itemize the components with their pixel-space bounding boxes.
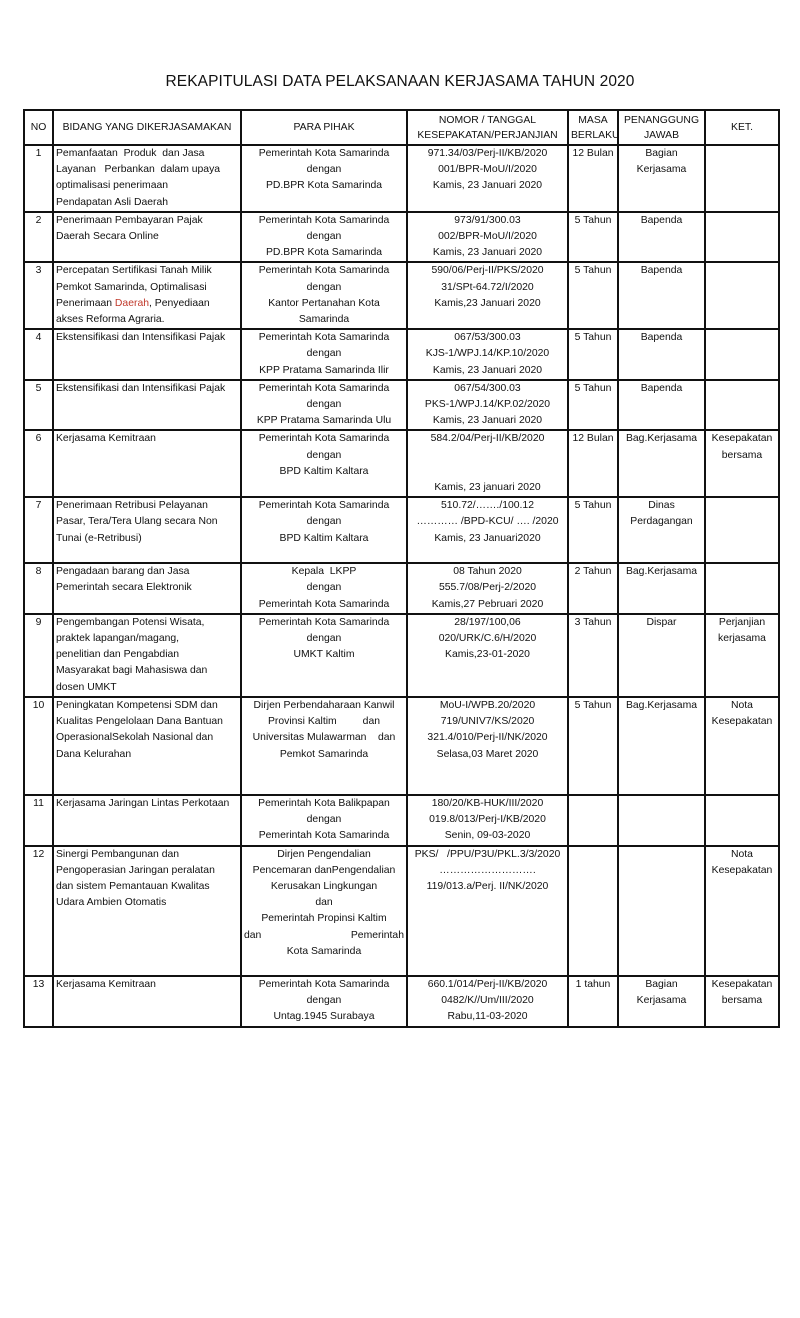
cell-penanggung-jawab [618, 380, 705, 431]
nomor-line: 510.72/……./100.12 [440, 500, 534, 512]
pihak-line: KPP Pratama Samarinda Ilir [259, 364, 389, 376]
pihak-line: Kepala LKPP [291, 566, 357, 578]
nomor-line: 067/53/300.03 [454, 332, 521, 344]
header-ket: KET. [705, 110, 779, 145]
cell-masa-berlaku: 5 Tahun [568, 497, 618, 563]
pj-line: Dinas [648, 500, 675, 512]
bidang-line: akses Reforma Agraria. [56, 314, 165, 326]
pihak-text: dan [244, 929, 262, 941]
cell-penanggung-jawab [618, 329, 705, 380]
bidang-line: optimalisasi penerimaan [56, 180, 169, 192]
cell-penanggung-jawab [618, 145, 705, 212]
cell-ket [705, 795, 779, 846]
nomor-line: 0482/K//Um/III/2020 [441, 994, 534, 1006]
table-row [24, 380, 779, 431]
table-row [24, 430, 779, 497]
cell-para-pihak [241, 212, 407, 263]
table-row [24, 262, 779, 329]
cell-no: 2 [24, 212, 53, 263]
table-row [24, 145, 779, 212]
header-no: NO [24, 110, 53, 145]
bidang-line: Pengadaan barang dan Jasa [56, 566, 190, 578]
ket-line: kerjasama [718, 633, 766, 645]
table-row [24, 697, 779, 795]
cell-no: 1 [24, 145, 53, 212]
cell-ket [705, 497, 779, 563]
bidang-text: Penerimaan [56, 297, 115, 309]
nomor-line: PKS/ /PPU/P3U/PKL.3/3/2020 [414, 848, 561, 860]
nomor-line: Kamis, 23 Januari 2020 [432, 364, 543, 376]
pihak-line: UMKT Kaltim [293, 649, 355, 661]
bidang-line: Percepatan Sertifikasi Tanah Milik [56, 265, 212, 277]
nomor-line: Kamis,23 Januari 2020 [434, 297, 541, 309]
bidang-line: Penerimaan Retribusi Pelayanan [56, 500, 208, 512]
bidang-line: Kerjasama Kemitraan [56, 433, 156, 445]
pihak-line: Pemerintah Kota Samarinda [258, 598, 390, 610]
cell-ket [705, 563, 779, 614]
bidang-line: Pemkot Samarinda, Optimalisasi [56, 281, 207, 293]
cell-nomor-tanggal [407, 795, 568, 846]
ket-line: Kesepakatan [711, 716, 773, 728]
cell-no: 10 [24, 697, 53, 795]
cell-no: 6 [24, 430, 53, 497]
bidang-line: OperasionalSekolah Nasional dan [56, 732, 214, 744]
pihak-text: Pemerintah [350, 929, 404, 941]
pihak-line: Untag.1945 Surabaya [273, 1010, 375, 1022]
bidang-line: Pengoperasian Jaringan peralatan [56, 864, 215, 876]
nomor-line: Kamis, 23 januari 2020 [434, 482, 541, 494]
cell-para-pihak [241, 430, 407, 497]
cell-bidang [53, 614, 241, 697]
cell-para-pihak [241, 497, 407, 563]
pihak-line: Pemerintah Kota Samarinda [258, 382, 390, 394]
cell-nomor-tanggal [407, 697, 568, 795]
pj-line: Bagian [645, 148, 678, 159]
header-nomor-line-1: NOMOR / TANGGAL [438, 114, 537, 126]
pihak-line: BPD Kaltim Kaltara [279, 465, 369, 477]
cell-no: 8 [24, 563, 53, 614]
cell-para-pihak [241, 380, 407, 431]
nomor-line: 971.34/03/Perj-II/KB/2020 [427, 148, 548, 159]
cell-nomor-tanggal [407, 145, 568, 212]
pihak-line: dengan [306, 516, 342, 528]
cell-nomor-tanggal [407, 497, 568, 563]
cell-no: 11 [24, 795, 53, 846]
nomor-line: 321.4/010/Perj-II/NK/2020 [427, 732, 548, 744]
cell-bidang [53, 497, 241, 563]
cell-para-pihak [241, 795, 407, 846]
pj-line: Bapenda [640, 265, 683, 277]
cell-para-pihak [241, 614, 407, 697]
cell-para-pihak [241, 563, 407, 614]
ket-line: Kesepakatan [711, 433, 773, 445]
bidang-line: Pasar, Tera/Tera Ulang secara Non [56, 516, 218, 528]
bidang-line: Sinergi Pembangunan dan [56, 848, 180, 860]
cell-nomor-tanggal [407, 563, 568, 614]
ket-line: Nota [731, 848, 753, 860]
cell-para-pihak [241, 976, 407, 1027]
cell-nomor-tanggal [407, 262, 568, 329]
pihak-line: Pemerintah Kota Samarinda [258, 214, 390, 226]
pihak-line: Pemerintah Kota Balikpapan [258, 797, 390, 809]
pihak-line: Samarinda [298, 314, 350, 326]
bidang-line: Ekstensifikasi dan Intensifikasi Pajak [56, 332, 226, 344]
pihak-line: Dirjen Perbendaharaan Kanwil [253, 699, 395, 711]
pihak-line: Kerusakan Lingkungan [270, 880, 378, 892]
bidang-highlight-text: Daerah [114, 297, 150, 309]
nomor-line: 08 Tahun 2020 [453, 566, 522, 578]
header-para-pihak: PARA PIHAK [241, 110, 407, 145]
nomor-line: Kamis, 23 Januari 2020 [432, 180, 543, 192]
cell-ket [705, 614, 779, 697]
cell-para-pihak [241, 329, 407, 380]
nomor-line: Kamis, 23 Januari 2020 [432, 247, 543, 259]
cell-ket [705, 329, 779, 380]
nomor-line: 002/BPR-MoU/I/2020 [438, 231, 537, 243]
cell-penanggung-jawab [618, 976, 705, 1027]
nomor-line: 719/UNIV7/KS/2020 [440, 716, 535, 728]
cell-penanggung-jawab [618, 212, 705, 263]
cell-ket [705, 380, 779, 431]
pihak-line: Pemerintah Propinsi Kaltim [261, 913, 387, 925]
cell-no: 9 [24, 614, 53, 697]
pihak-line: Pemerintah Kota Samarinda [258, 978, 390, 990]
nomor-line: Rabu,11-03-2020 [447, 1010, 528, 1022]
bidang-line: Kerjasama Kemitraan [56, 978, 156, 990]
bidang-line: Udara Ambien Otomatis [56, 897, 167, 909]
header-penanggung-jawab [618, 110, 705, 145]
pihak-line: Pemerintah Kota Samarinda [258, 148, 390, 159]
bidang-line: Kualitas Pengelolaan Dana Bantuan [56, 716, 223, 728]
cell-masa-berlaku [568, 795, 618, 846]
pihak-line: Pemerintah Kota Samarinda [258, 332, 390, 344]
pihak-line: dengan [306, 633, 342, 645]
cell-masa-berlaku: 12 Bulan [568, 145, 618, 212]
pihak-line [244, 928, 404, 944]
pj-line: Dispar [646, 616, 677, 628]
header-pj-line-2: JAWAB [643, 129, 680, 141]
nomor-line: 119/013.a/Perj. II/NK/2020 [426, 880, 549, 892]
cell-no: 5 [24, 380, 53, 431]
nomor-line: Selasa,03 Maret 2020 [436, 748, 539, 760]
bidang-line: Pendapatan Asli Daerah [56, 196, 169, 208]
cell-masa-berlaku: 5 Tahun [568, 329, 618, 380]
ket-line: Kesepakatan [711, 978, 773, 990]
cell-masa-berlaku [568, 846, 618, 976]
cell-masa-berlaku: 5 Tahun [568, 262, 618, 329]
bidang-line: Kerjasama Jaringan Lintas Perkotaan [56, 797, 230, 809]
bidang-line: Masyarakat bagi Mahasiswa dan [56, 665, 208, 677]
cell-ket [705, 430, 779, 497]
bidang-line: Pemerintah secara Elektronik [56, 582, 192, 594]
pihak-line: BPD Kaltim Kaltara [279, 532, 369, 544]
pihak-line: dengan [306, 399, 342, 411]
cell-masa-berlaku: 5 Tahun [568, 380, 618, 431]
cell-ket [705, 145, 779, 212]
ket-line: bersama [721, 449, 763, 461]
nomor-line: 555.7/08/Perj-2/2020 [438, 582, 537, 594]
cell-bidang [53, 212, 241, 263]
cell-masa-berlaku: 3 Tahun [568, 614, 618, 697]
cell-masa-berlaku: 2 Tahun [568, 563, 618, 614]
cell-penanggung-jawab [618, 430, 705, 497]
nomor-line: 31/SPt-64.72/I/2020 [441, 281, 534, 293]
cell-penanggung-jawab [618, 563, 705, 614]
bidang-line: Pemanfaatan Produk dan Jasa [56, 148, 205, 159]
cell-bidang [53, 430, 241, 497]
bidang-line: Ekstensifikasi dan Intensifikasi Pajak [56, 382, 226, 394]
cell-nomor-tanggal [407, 614, 568, 697]
pihak-line: dengan [306, 281, 342, 293]
pihak-line: dengan [306, 164, 342, 176]
cell-ket [705, 846, 779, 976]
cell-bidang [53, 145, 241, 212]
cell-masa-berlaku: 5 Tahun [568, 697, 618, 795]
cell-bidang [53, 262, 241, 329]
cell-bidang [53, 563, 241, 614]
bidang-line: Daerah Secara Online [56, 231, 159, 243]
cell-penanggung-jawab [618, 497, 705, 563]
nomor-line: 590/06/Perj-II/PKS/2020 [431, 265, 544, 277]
pihak-line: Pemerintah Kota Samarinda [258, 433, 390, 445]
nomor-line: MoU-I/WPB.20/2020 [439, 699, 536, 711]
recap-table [23, 109, 780, 1028]
pihak-line: dengan [306, 231, 342, 243]
pj-line: Bapenda [640, 332, 683, 344]
cell-nomor-tanggal [407, 846, 568, 976]
bidang-line: dosen UMKT [56, 681, 117, 693]
bidang-line: Peningkatan Kompetensi SDM dan [56, 699, 218, 711]
pihak-line: dan [315, 897, 333, 909]
bidang-line [56, 296, 238, 312]
nomor-line: 019.8/013/Perj-I/KB/2020 [429, 814, 546, 826]
header-nomor-tanggal [407, 110, 568, 145]
pihak-line: dengan [306, 814, 342, 826]
nomor-line: 660.1/014/Perj-II/KB/2020 [427, 978, 548, 990]
table-header-row [24, 110, 779, 145]
bidang-line: Layanan Perbankan dalam upaya [56, 164, 221, 176]
pj-line: Bagian [645, 978, 678, 990]
cell-nomor-tanggal [407, 212, 568, 263]
nomor-line: 001/BPR-MoU/I/2020 [438, 164, 537, 176]
nomor-line [410, 448, 565, 464]
header-masa-berlaku [568, 110, 618, 145]
cell-ket [705, 697, 779, 795]
nomor-line: KJS-1/WPJ.14/KP.10/2020 [425, 348, 550, 360]
nomor-line: Kamis,23-01-2020 [445, 649, 530, 661]
nomor-line: 28/197/100,06 [454, 616, 521, 628]
nomor-line: 973/91/300.03 [454, 214, 521, 226]
cell-penanggung-jawab [618, 846, 705, 976]
cell-bidang [53, 846, 241, 976]
table-row [24, 614, 779, 697]
cell-no: 3 [24, 262, 53, 329]
table-row [24, 846, 779, 976]
pj-line: Bapenda [640, 382, 683, 394]
pihak-line: PD.BPR Kota Samarinda [265, 180, 383, 192]
cell-no: 7 [24, 497, 53, 563]
page-title: REKAPITULASI DATA PELAKSANAAN KERJASAMA TAHUN 2020 [165, 73, 635, 90]
pj-line: Bapenda [640, 214, 683, 226]
pj-line: Kerjasama [636, 994, 687, 1006]
pihak-line: Pemerintah Kota Samarinda [258, 830, 390, 842]
header-bidang: BIDANG YANG DIKERJASAMAKAN [53, 110, 241, 145]
cell-nomor-tanggal [407, 380, 568, 431]
nomor-line: 067/54/300.03 [454, 382, 521, 394]
header-nomor-line-2: KESEPAKATAN/PERJANJIAN [417, 129, 558, 141]
ket-line: Nota [731, 699, 753, 711]
pj-line: Kerjasama [636, 164, 687, 176]
pihak-line: KPP Pratama Samarinda Ulu [256, 415, 392, 427]
pihak-line: Pemerintah Kota Samarinda [258, 500, 390, 512]
cell-penanggung-jawab [618, 795, 705, 846]
cell-masa-berlaku: 12 Bulan [568, 430, 618, 497]
ket-line: Kesepakatan [711, 864, 773, 876]
table-row [24, 563, 779, 614]
cell-nomor-tanggal [407, 976, 568, 1027]
pihak-line: Pemerintah Kota Samarinda [258, 265, 390, 277]
cell-penanggung-jawab [618, 697, 705, 795]
pihak-line: Pencemaran danPengendalian [252, 864, 396, 876]
nomor-line: 584.2/04/Perj-II/KB/2020 [430, 433, 545, 445]
pihak-line: dengan [306, 449, 342, 461]
pihak-line: Kota Samarinda [286, 945, 362, 957]
pj-line: Bag.Kerjasama [625, 433, 698, 445]
cell-nomor-tanggal [407, 329, 568, 380]
pihak-line: dengan [306, 582, 342, 594]
cell-nomor-tanggal [407, 430, 568, 497]
cell-bidang [53, 380, 241, 431]
cell-para-pihak [241, 262, 407, 329]
cell-bidang [53, 795, 241, 846]
cell-para-pihak [241, 145, 407, 212]
cell-ket [705, 976, 779, 1027]
cell-penanggung-jawab [618, 262, 705, 329]
header-masa-line-1: MASA [578, 114, 608, 126]
pihak-line: Provinsi Kaltim dan [267, 716, 381, 728]
table-row [24, 329, 779, 380]
cell-penanggung-jawab [618, 614, 705, 697]
bidang-line: praktek lapangan/magang, [56, 633, 180, 645]
cell-masa-berlaku: 1 tahun [568, 976, 618, 1027]
table-row [24, 795, 779, 846]
nomor-line: PKS-1/WPJ.14/KP.02/2020 [424, 399, 551, 411]
bidang-line: dan sistem Pemantauan Kwalitas [56, 880, 210, 892]
pihak-line: Dirjen Pengendalian [277, 848, 371, 860]
cell-bidang [53, 697, 241, 795]
table-row [24, 497, 779, 563]
bidang-line: Dana Kelurahan [56, 748, 132, 760]
pihak-line: PD.BPR Kota Samarinda [265, 247, 383, 259]
cell-para-pihak [241, 697, 407, 795]
bidang-line: penelitian dan Pengabdian [56, 649, 180, 661]
nomor-line: Senin, 09-03-2020 [444, 830, 531, 842]
pj-line: Bag.Kerjasama [625, 699, 698, 711]
bidang-line: Tunai (e-Retribusi) [56, 532, 142, 544]
cell-bidang [53, 329, 241, 380]
ket-line: Perjanjian [718, 616, 766, 628]
nomor-line: 180/20/KB-HUK/III/2020 [431, 797, 544, 809]
cell-no: 4 [24, 329, 53, 380]
nomor-line: ………… /BPD-KCU/ …. /2020 [416, 516, 559, 528]
cell-no: 13 [24, 976, 53, 1027]
ket-line: bersama [721, 994, 763, 1006]
cell-para-pihak [241, 846, 407, 976]
bidang-line: Penerimaan Pembayaran Pajak [56, 214, 203, 226]
bidang-text: , Penyediaan [149, 297, 210, 309]
table-row [24, 212, 779, 263]
pj-line: Perdagangan [630, 516, 693, 528]
cell-ket [705, 212, 779, 263]
pihak-line: Universitas Mulawarman dan [252, 732, 396, 744]
nomor-line: Kamis, 23 Januari 2020 [432, 415, 543, 427]
nomor-line: Kamis, 23 Januari2020 [434, 532, 541, 544]
pihak-line: Pemkot Samarinda [279, 748, 369, 760]
nomor-line: Kamis,27 Pebruari 2020 [431, 598, 544, 610]
cell-no: 12 [24, 846, 53, 976]
pihak-line: Pemerintah Kota Samarinda [258, 616, 390, 628]
bidang-line: Pengembangan Potensi Wisata, [56, 616, 205, 628]
pihak-line: dengan [306, 994, 342, 1006]
cell-masa-berlaku: 5 Tahun [568, 212, 618, 263]
cell-ket [705, 262, 779, 329]
pihak-line: dengan [306, 348, 342, 360]
nomor-line: 020/URK/C.6/H/2020 [438, 633, 537, 645]
header-pj-line-1: PENANGGUNG [623, 114, 700, 126]
header-masa-line-2: BERLAKU [571, 129, 620, 141]
nomor-line: ………………………. [439, 864, 536, 876]
cell-bidang [53, 976, 241, 1027]
pj-line: Bag.Kerjasama [625, 566, 698, 578]
pihak-line: Kantor Pertanahan Kota [268, 297, 380, 309]
nomor-line [410, 464, 565, 480]
table-row [24, 976, 779, 1027]
